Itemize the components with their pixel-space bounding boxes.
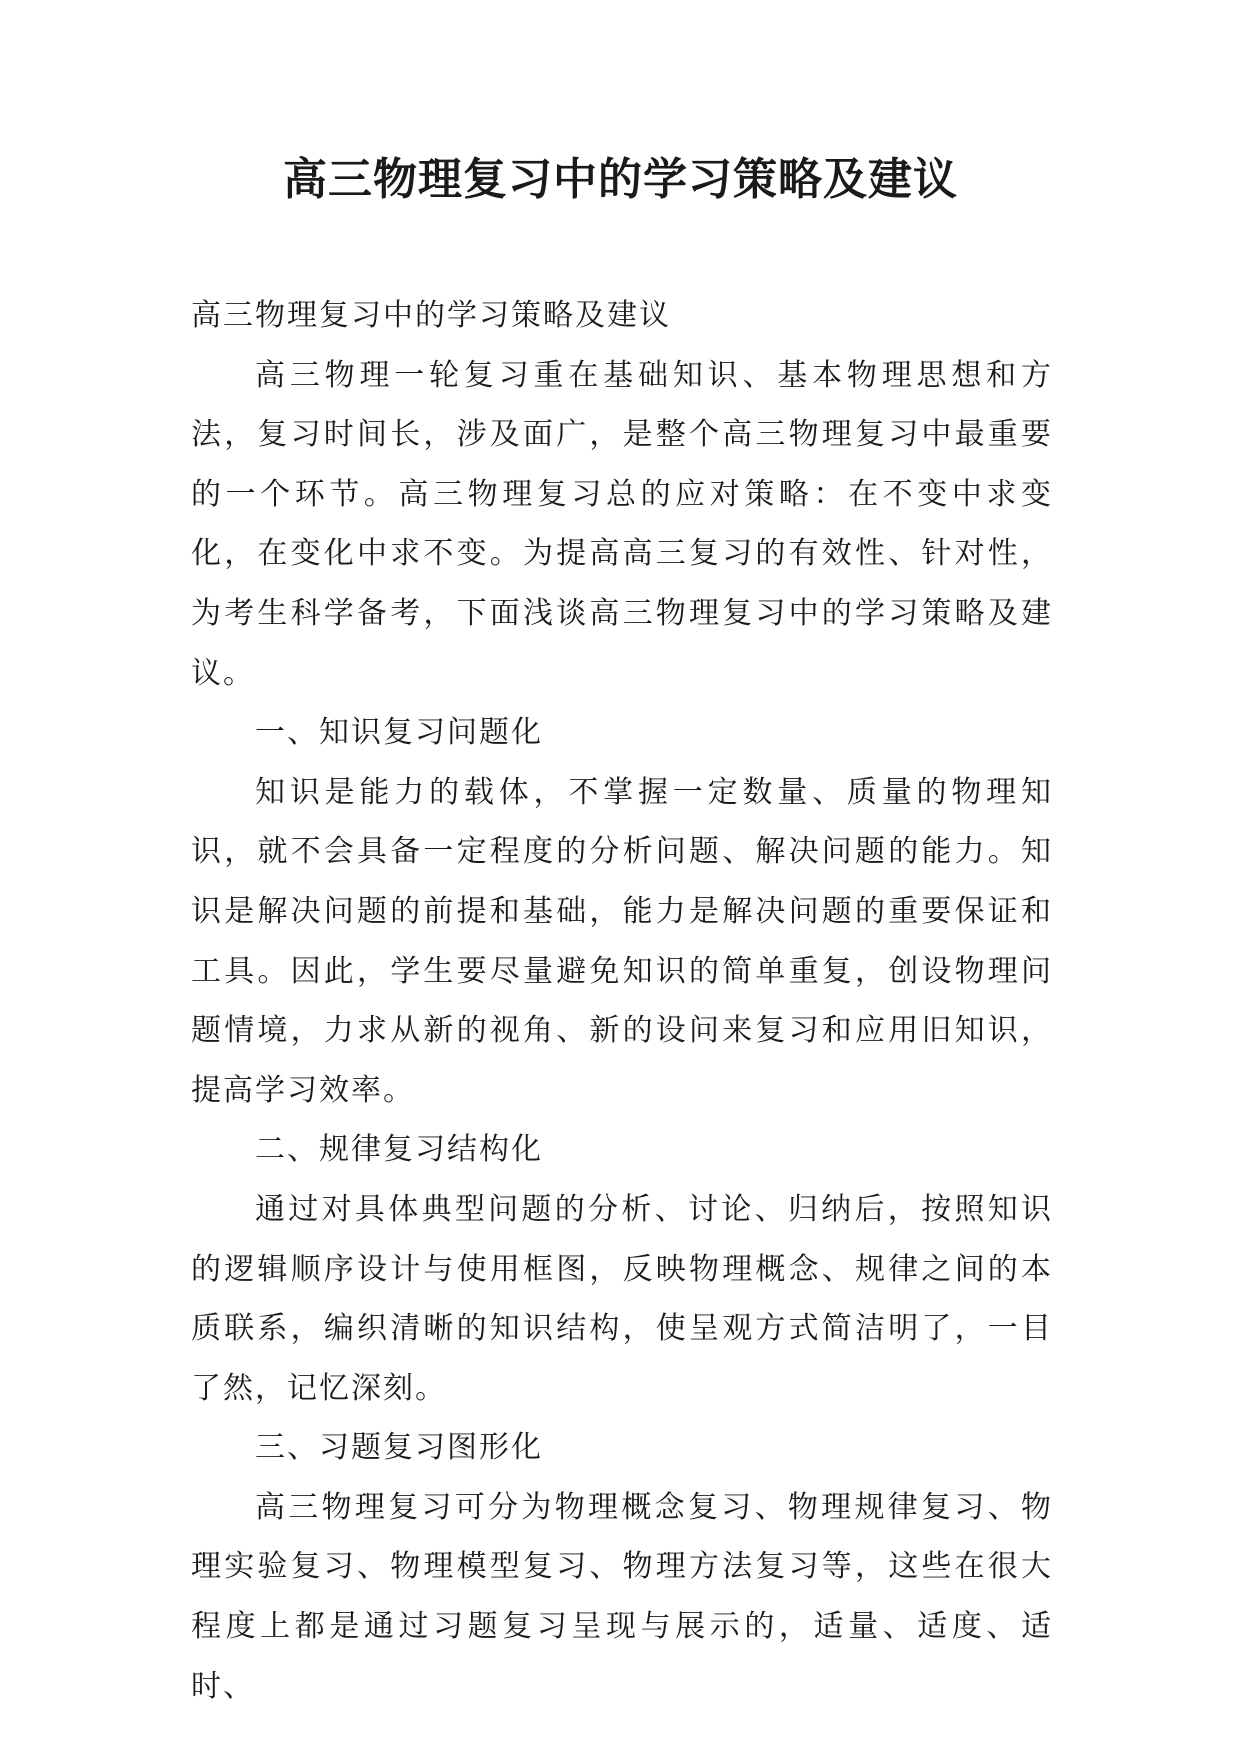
section-paragraph-1: 知识是能力的载体，不掌握一定数量、质量的物理知识，就不会具备一定程度的分析问题、解决问题的能力。知识是解决问题的前提和基础，能力是解决问题的重要保证和工具。因此，学生要尽量避免知识的简单重复，创设物理问题情境，力求从新的视角、新的设问来复习和应用旧知识，提高学习效率。 <box>191 774 1053 1108</box>
section-heading-3: 三、习题复习图形化 <box>255 1430 543 1466</box>
section-heading-1: 一、知识复习问题化 <box>255 715 543 751</box>
intro-paragraph: 高三物理一轮复习重在基础知识、基本物理思想和方法，复习时间长，涉及面广，是整个高三物理复习中最重要的一个环节。高三物理复习总的应对策略：在不变中求变化，在变化中求不变。为提高高三复习的有效性、针对性，为考生科学备考，下面浅谈高三物理复习中的学习策略及建议。 <box>191 357 1053 691</box>
section-paragraph-3: 高三物理复习可分为物理概念复习、物理规律复习、物理实验复习、物理模型复习、物理方法复习等，这些在很大程度上都是通过习题复习呈现与展示的，适量、适度、适时、 <box>191 1489 1053 1704</box>
subtitle-paragraph: 高三物理复习中的学习策略及建议 <box>191 298 671 333</box>
document-body <box>191 286 1053 1716</box>
document-title: 高三物理复习中的学习策略及建议 <box>283 154 958 205</box>
section-heading-2: 二、规律复习结构化 <box>255 1132 543 1168</box>
section-paragraph-2: 通过对具体典型问题的分析、讨论、归纳后，按照知识的逻辑顺序设计与使用框图，反映物理概念、规律之间的本质联系，编织清晰的知识结构，使呈观方式简洁明了，一目了然，记忆深刻。 <box>191 1191 1053 1406</box>
